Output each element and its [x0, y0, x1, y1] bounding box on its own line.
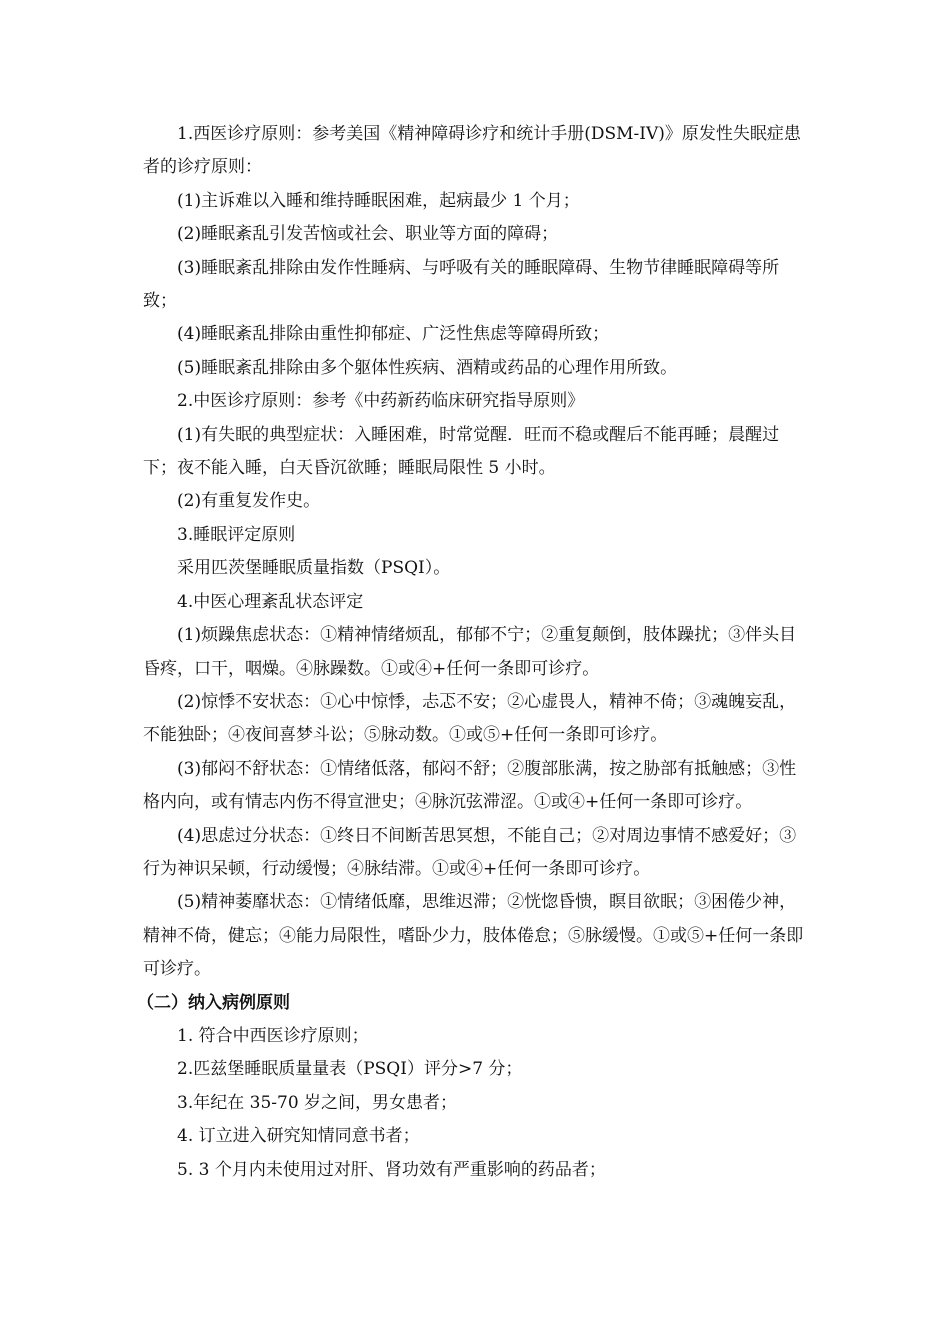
paragraph-inclusion-5: 5. 3 个月内未使用过对肝、肾功效有严重影响的药品者； [177, 1159, 606, 1180]
paragraph-state-overthinking: (4)思虑过分状态：①终日不间断苦思冥想，不能自己；②对周边事情不感爱好；③行为神识呆顿，行动缓慢；④脉结滞。①或④+任何一条即可诊疗。 [143, 825, 797, 879]
paragraph-state-palpitation: (2)惊悸不安状态：①心中惊悸，忐忑不安；②心虚畏人，精神不倚；③魂魄妄乱，不能独卧；④夜间喜梦斗讼；⑤脉动数。①或⑤+任何一条即可诊疗。 [143, 691, 797, 746]
paragraph-sleep-assessment-title: 3.睡眠评定原则 [177, 524, 296, 545]
paragraph-state-listless: (5)精神萎靡状态：①情绪低靡，思维迟滞；②恍惚昏愦，瞑目欲眠；③困倦少神，精神不倚，健忘；④能力局限性，嗜卧少力，肢体倦怠；⑤脉缓慢。①或⑤+任何一条即可诊疗。 [143, 892, 804, 980]
document-body [137, 118, 810, 1187]
paragraph-criterion-4: (4)睡眠紊乱排除由重性抑郁症、广泛性焦虑等障碍所致； [177, 324, 610, 345]
paragraph-criterion-1: (1)主诉难以入睡和维持睡眠困难，起病最少 1 个月； [177, 190, 580, 211]
paragraph-inclusion-4: 4. 订立进入研究知情同意书者； [177, 1126, 420, 1147]
paragraph-tcm-symptom-1: (1)有失眠的典型症状：入睡困难，时常觉醒．旺而不稳或醒后不能再睡；晨醒过下；夜不能入睡，白天昏沉欲睡；睡眠局限性 5 小时。 [143, 424, 780, 479]
paragraph-psqi: 采用匹茨堡睡眠质量指数（PSQI）。 [177, 558, 451, 579]
paragraph-criterion-5: (5)睡眠紊乱排除由多个躯体性疾病、酒精或药品的心理作用所致。 [177, 357, 678, 378]
paragraph-inclusion-1: 1. 符合中西医诊疗原则； [177, 1025, 369, 1046]
paragraph-tcm-criteria: 2.中医诊疗原则：参考《中药新药临床研究指导原则》 [177, 391, 585, 412]
paragraph-criterion-2: (2)睡眠紊乱引发苦恼或社会、职业等方面的障碍； [177, 224, 559, 245]
paragraph-psych-state-title: 4.中医心理紊乱状态评定 [177, 591, 364, 612]
paragraph-inclusion-3: 3.年纪在 35-70 岁之间，男女患者； [177, 1092, 458, 1113]
paragraph-western-criteria: 1.西医诊疗原则：参考美国《精神障碍诊疗和统计手册(DSM-IV)》原发性失眠症患者的诊疗原则： [143, 124, 801, 178]
paragraph-state-anxiety: (1)烦躁焦虑状态：①精神情绪烦乱，郁郁不宁；②重复颠倒，肢体躁扰；③伴头目昏疼，口干，咽燥。④脉躁数。①或④+任何一条即可诊疗。 [143, 625, 797, 679]
paragraph-tcm-symptom-2: (2)有重复发作史。 [177, 491, 321, 512]
paragraph-criterion-3: (3)睡眠紊乱排除由发作性睡病、与呼吸有关的睡眠障碍、生物节律睡眠障碍等所致； [143, 257, 780, 312]
section-heading-inclusion: （二）纳入病例原则 [137, 992, 290, 1013]
paragraph-inclusion-2: 2.匹兹堡睡眠质量量表（PSQI）评分>7 分； [177, 1059, 523, 1080]
paragraph-state-depression: (3)郁闷不舒状态：①情绪低落，郁闷不舒；②腹部胀满，按之胁部有抵触感；③性格内向，或有情志内伤不得宣泄史；④脉沉弦滞涩。①或④+任何一条即可诊疗。 [143, 758, 797, 813]
